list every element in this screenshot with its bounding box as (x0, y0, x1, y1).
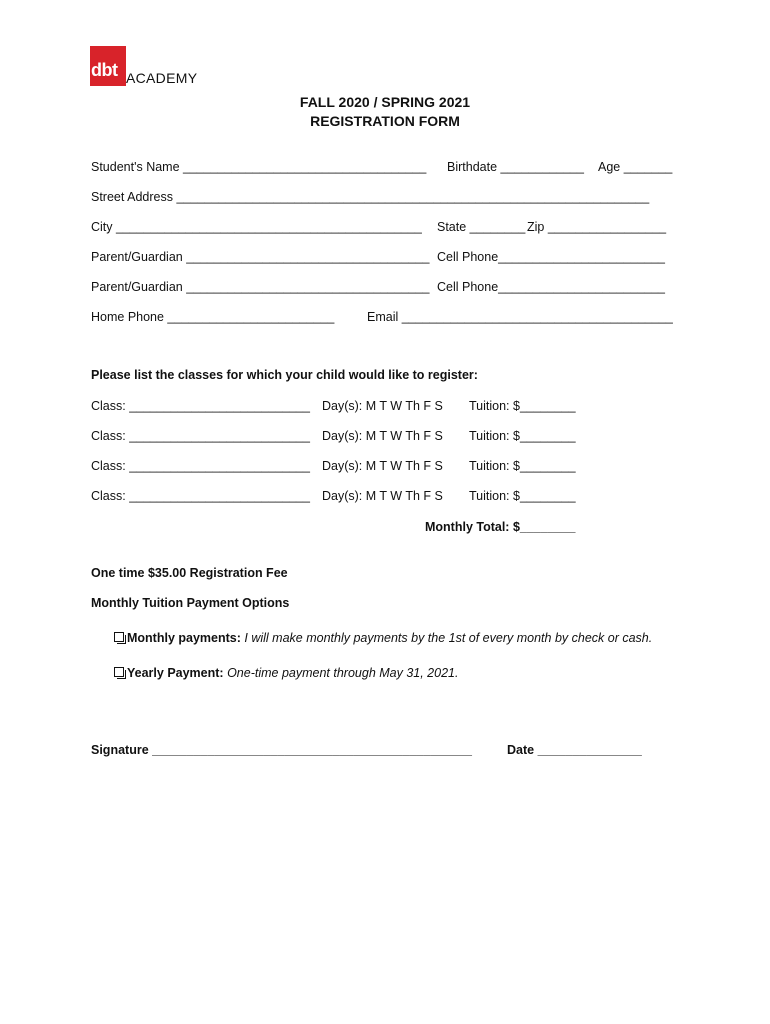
tuition-field-4[interactable]: Tuition: $________ (469, 489, 576, 503)
home-phone-field[interactable]: Home Phone ________________________ (91, 310, 335, 324)
checkbox-icon[interactable] (114, 632, 124, 642)
date-field[interactable]: Date _______________ (507, 743, 642, 757)
yearly-payment-text: One-time payment through May 31, 2021. (227, 666, 459, 680)
tuition-field-3[interactable]: Tuition: $________ (469, 459, 576, 473)
yearly-payment-label: Yearly Payment: (127, 666, 224, 680)
days-options-1[interactable]: Day(s): M T W Th F S (322, 399, 443, 413)
days-options-3[interactable]: Day(s): M T W Th F S (322, 459, 443, 473)
yearly-payment-option[interactable] (114, 666, 458, 681)
form-title-line1: FALL 2020 / SPRING 2021 (299, 94, 471, 110)
monthly-payment-text: I will make monthly payments by the 1st of every month by check or cash. (244, 631, 653, 645)
parent-guardian-2-field[interactable]: Parent/Guardian ___________________________________ (91, 280, 430, 294)
birthdate-field[interactable]: Birthdate ____________ (447, 160, 584, 174)
state-field[interactable]: State ________ (437, 220, 526, 234)
registration-fee: One time $35.00 Registration Fee (91, 566, 288, 580)
checkbox-icon[interactable] (114, 667, 124, 677)
class-field-4[interactable]: Class: __________________________ (91, 489, 310, 503)
class-field-3[interactable]: Class: __________________________ (91, 459, 310, 473)
class-field-1[interactable]: Class: __________________________ (91, 399, 310, 413)
monthly-total-field[interactable]: Monthly Total: $________ (425, 520, 576, 534)
form-title-line2: REGISTRATION FORM (310, 113, 460, 129)
class-field-2[interactable]: Class: __________________________ (91, 429, 310, 443)
city-field[interactable]: City ____________________________________________ (91, 220, 422, 234)
monthly-payment-label: Monthly payments: (127, 631, 241, 645)
signature-field[interactable]: Signature ______________________________________________ (91, 743, 472, 757)
parent-guardian-1-field[interactable]: Parent/Guardian ___________________________________ (91, 250, 430, 264)
cell-phone-2-field[interactable]: Cell Phone________________________ (437, 280, 665, 294)
zip-field[interactable]: Zip _________________ (527, 220, 667, 234)
age-field[interactable]: Age _______ (598, 160, 673, 174)
street-address-field[interactable]: Street Address ____________________________________________________________________ (91, 190, 650, 204)
days-options-2[interactable]: Day(s): M T W Th F S (322, 429, 443, 443)
days-options-4[interactable]: Day(s): M T W Th F S (322, 489, 443, 503)
payment-options-heading: Monthly Tuition Payment Options (91, 596, 290, 610)
logo-word: ACADEMY (126, 70, 198, 86)
classes-heading: Please list the classes for which your child would like to register: (91, 368, 478, 382)
cell-phone-1-field[interactable]: Cell Phone________________________ (437, 250, 665, 264)
logo-mark (90, 46, 126, 86)
monthly-payment-option[interactable] (114, 631, 652, 646)
email-field[interactable]: Email _______________________________________ (367, 310, 673, 324)
tuition-field-2[interactable]: Tuition: $________ (469, 429, 576, 443)
student-name-field[interactable]: Student's Name ___________________________________ (91, 160, 427, 174)
logo-mark-text: dbt (91, 60, 118, 80)
tuition-field-1[interactable]: Tuition: $________ (469, 399, 576, 413)
